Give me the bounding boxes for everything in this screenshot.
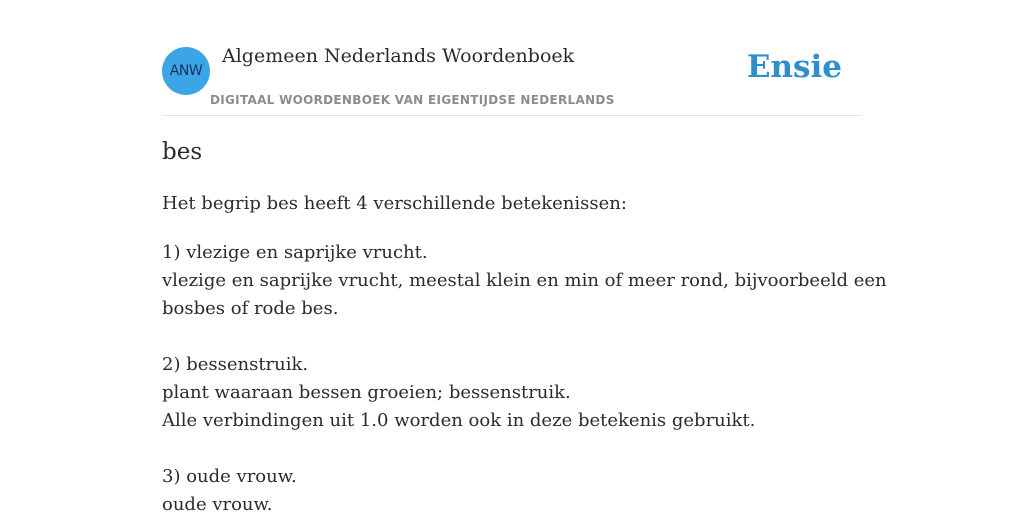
sense-title: 3) oude vrouw. xyxy=(162,466,297,487)
sense-definition-line: plant waaraan bessen groeien; bessenstruik. xyxy=(162,382,571,403)
sense-item xyxy=(162,351,862,435)
site-title[interactable]: Algemeen Nederlands Woordenboek xyxy=(222,45,575,67)
sense-item xyxy=(162,239,887,323)
site-subtitle: DIGITAAL WOORDENBOEK VAN EIGENTIJDSE NEDERLANDS xyxy=(210,93,615,107)
anw-logo[interactable]: ANW xyxy=(162,47,210,95)
site-header xyxy=(162,0,862,116)
page xyxy=(162,0,887,512)
sense-definition-line: oude vrouw. xyxy=(162,494,273,512)
sense-definition-line: vlezige en saprijke vrucht, meestal klein en min of meer rond, bijvoorbeeld een xyxy=(162,270,887,291)
entry-intro: Het begrip bes heeft 4 verschillende betekenissen: xyxy=(162,193,627,214)
sense-title: 1) vlezige en saprijke vrucht. xyxy=(162,242,428,263)
sense-item xyxy=(162,463,862,512)
sense-title: 2) bessenstruik. xyxy=(162,354,309,375)
sense-definition-line: Alle verbindingen uit 1.0 worden ook in deze betekenis gebruikt. xyxy=(162,410,756,431)
headword: bes xyxy=(162,139,203,165)
sense-list xyxy=(162,239,887,512)
sense-definition-line: bosbes of rode bes. xyxy=(162,298,339,319)
ensie-brand-link[interactable]: Ensie xyxy=(746,49,842,85)
